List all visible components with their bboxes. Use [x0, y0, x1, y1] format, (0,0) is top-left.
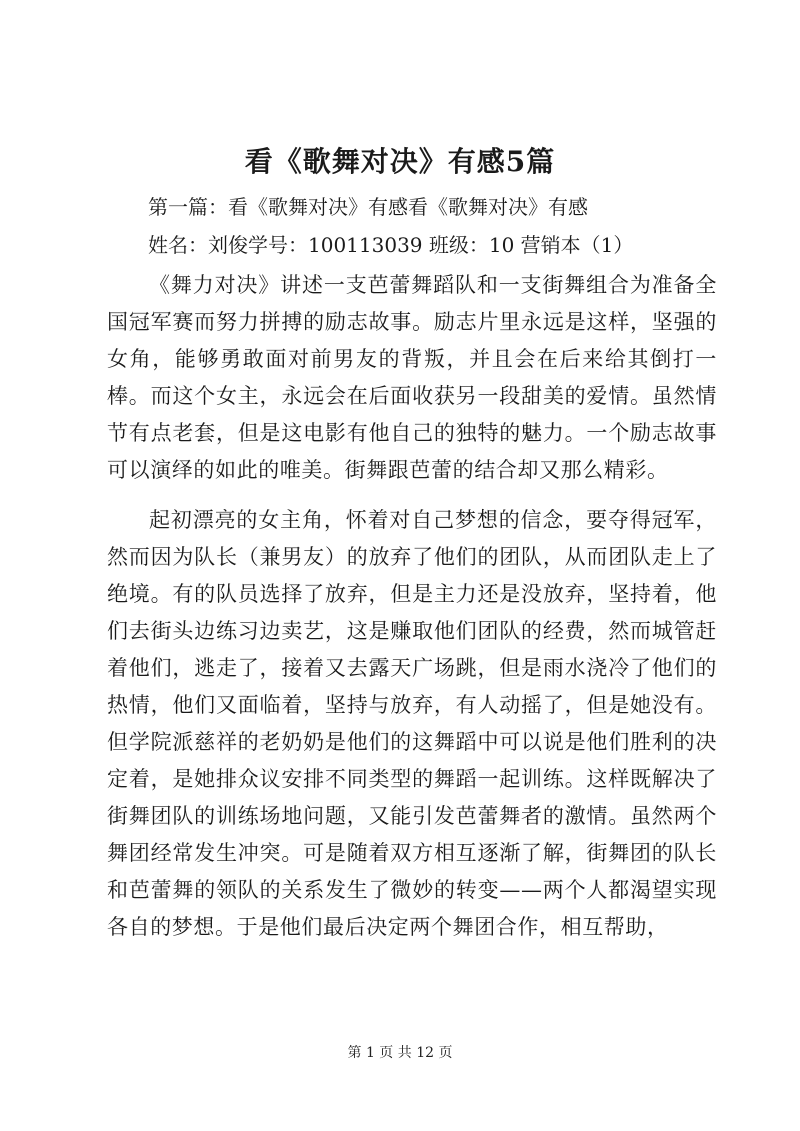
document-title: 看《歌舞对决》有感5篇	[244, 145, 556, 178]
paragraph: 起初漂亮的女主角，怀着对自己梦想的信念，要夺得冠军，然而因为队长（兼男友）的放弃了他们的团队，从而团队走上了绝境。有的队员选择了放弃，但是主力还是没放弃，坚持着，他们去街头边练习边卖艺，这是赚取他们团队的经费，然而城管赶着他们，逃走了，接着又去露天广场跳，但是雨水浇冷了他们的热情，他们又面临着，坚持与放弃，有人动摇了，但是她没有。但学院派慈祥的老奶奶是他们的这舞蹈中可以说是他们胜利的决定着，是她排众议安排不同类型的舞蹈一起训练。这样既解决了街舞团队的训练场地问题，又能引发芭蕾舞者的激情。虽然两个舞团经常发生冲突。可是随着双方相互逐渐了解，街舞团的队长和芭蕾舞的领队的关系发生了微妙的转变——两个人都渴望实现各自的梦想。于是他们最后决定两个舞团合作，相互帮助，	[107, 508, 717, 939]
document-body	[107, 267, 717, 959]
section-heading: 第一篇：看《歌舞对决》有感看《歌舞对决》有感	[148, 195, 588, 219]
paragraph: 《舞力对决》讲述一支芭蕾舞蹈队和一支街舞组合为准备全国冠军赛而努力拼搏的励志故事。励志片里永远是这样，坚强的女角，能够勇敢面对前男友的背叛，并且会在后来给其倒打一棒。而这个女主，永远会在后面收获另一段甜美的爱情。虽然情节有点老套，但是这电影有他自己的独特的魅力。一个励志故事可以演绎的如此的唯美。街舞跟芭蕾的结合却又那么精彩。	[107, 273, 717, 482]
page-footer: 第 1 页 共 12 页	[347, 1045, 453, 1061]
author-info-line: 姓名：刘俊学号：100113039 班级：10 营销本（1）	[148, 233, 634, 257]
